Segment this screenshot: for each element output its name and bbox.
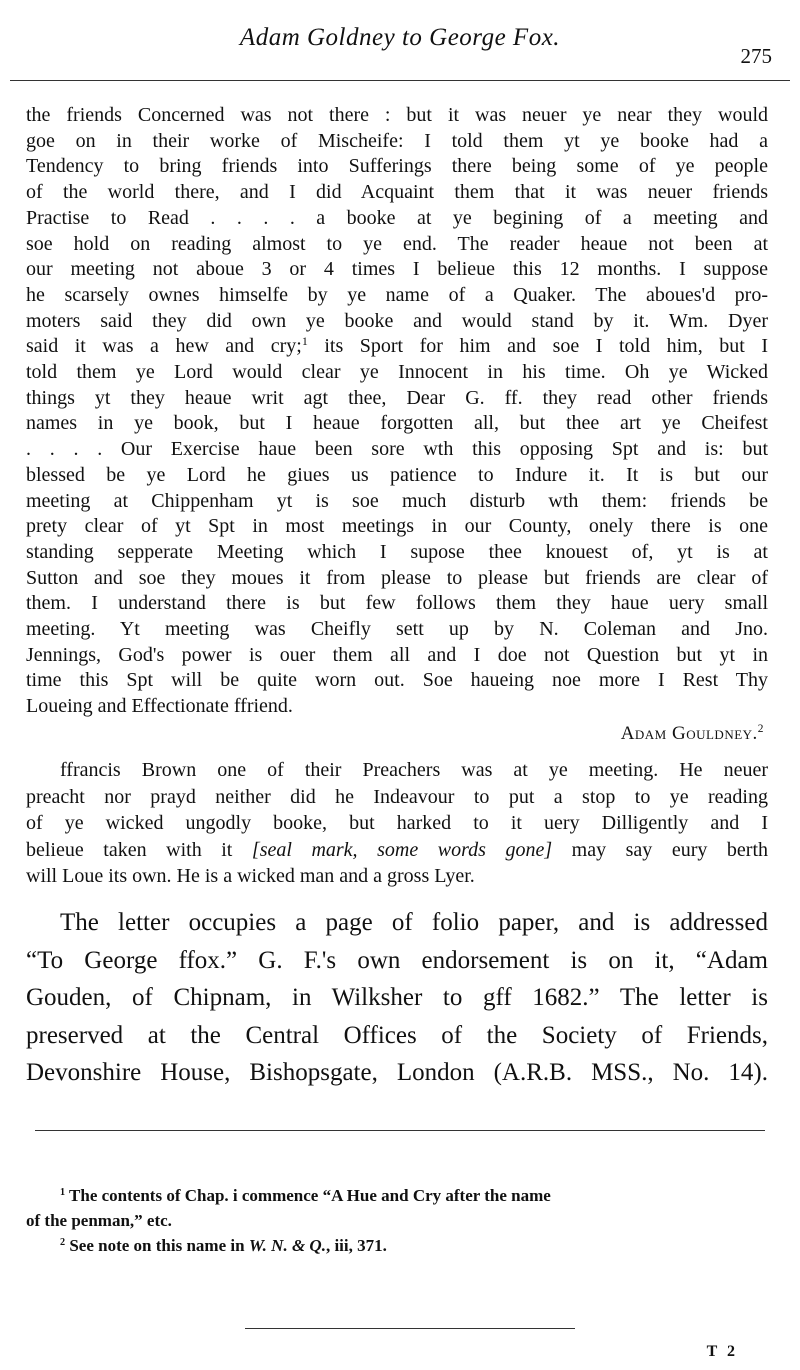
text-segment: . . . . Our Exercise haue been sore wth this opposing Spt and is: but [26, 438, 768, 461]
text-line [26, 514, 768, 540]
text-line [26, 154, 768, 180]
text-line [26, 942, 768, 980]
signature [621, 723, 764, 745]
text-line [26, 591, 768, 617]
text-line [26, 979, 768, 1017]
text-segment: belieue taken with it [26, 838, 252, 861]
text-segment: blessed be ye Lord he giues us patience to Indure it. It is but our [26, 463, 768, 486]
text-segment: “To George ffox.” G. F.'s own endorsement is on it, “Adam [26, 946, 768, 974]
text-segment: of the world there, and I did Acquaint them that it was neuer friends [26, 181, 768, 204]
text-line [26, 668, 768, 694]
text-segment: moters said they did own ye booke and would stand by it. Wm. Dyer [26, 309, 768, 332]
text-segment: Jennings, God's power is ouer them all and I doe not Question but yt in [26, 643, 768, 666]
text-segment: them. I understand there is but few follows them they haue uery small [26, 592, 768, 615]
running-head: Adam Goldney to George Fox. [239, 24, 561, 51]
footnote-rule [35, 1130, 765, 1131]
text-segment: Tendency to bring friends into Sufferings there being some of ye people [26, 155, 768, 178]
text-segment: ffrancis Brown one of their Preachers was at ye meeting. He neuer [60, 759, 768, 781]
text-line [26, 411, 768, 437]
text-line [26, 180, 768, 206]
text-segment: The contents of Chap. i commence “A Hue and Cry after the name [65, 1186, 551, 1205]
text-segment: will Loue its own. He is a wicked man and a gross Lyer. [26, 865, 475, 887]
text-segment: Practise to Read . . . . a booke at ye begining of a meeting and [26, 206, 768, 229]
commentary-text [26, 904, 768, 1092]
text-segment: soe hold on reading almost to ye end. The reader heaue not been at [26, 232, 768, 255]
header-rule [10, 80, 790, 81]
text-line [26, 540, 768, 566]
text-segment: Sutton and soe they moues it from please to please but friends are clear of [26, 566, 768, 589]
text-line [26, 617, 768, 643]
text-segment: names in ye book, but I heaue forgotten all, but thee art ye Cheifest [26, 412, 768, 435]
text-line [26, 1208, 768, 1233]
text-line [26, 103, 768, 129]
footnote-ref: 2 [60, 1236, 66, 1248]
text-line [26, 463, 768, 489]
text-line [26, 206, 768, 232]
text-segment: goe on in their worke of Mischeife: I told them yt ye booke had a [26, 129, 768, 152]
text-line [26, 863, 768, 890]
postscript-text [26, 757, 768, 890]
text-line [26, 694, 768, 720]
text-segment: things yt they heaue writ agt thee, Dear G. ff. they read other friends [26, 386, 768, 409]
text-line [26, 643, 768, 669]
text-line [26, 904, 768, 942]
text-segment: he scarsely ownes himselfe by ye name of a Quaker. The aboues'd pro- [26, 283, 768, 306]
text-segment: preserved at the Central Offices of the Society of Friends, [26, 1021, 768, 1049]
text-line [26, 386, 768, 412]
footnote-ref: 2 [757, 723, 764, 736]
text-line [26, 283, 768, 309]
text-segment: The letter occupies a page of folio paper, and is addressed [60, 909, 768, 936]
text-line [26, 232, 768, 258]
text-line [26, 360, 768, 386]
text-segment: told them ye Lord would clear ye Innocent in his time. Oh ye Wicked [26, 361, 768, 384]
text-segment: W. N. & Q. [248, 1236, 326, 1255]
bottom-rule [245, 1328, 575, 1329]
text-line [26, 334, 768, 360]
text-line [26, 1054, 768, 1092]
text-segment: may say eury berth [552, 838, 769, 861]
text-line [26, 489, 768, 515]
text-segment: our meeting not aboue 3 or 4 times I belieue this 12 months. I suppose [26, 258, 768, 281]
text-line [26, 1233, 768, 1258]
text-segment: [seal mark, some words gone] [251, 838, 553, 861]
text-line [26, 810, 768, 837]
text-line [26, 1183, 768, 1208]
text-line [26, 309, 768, 335]
text-segment: said it was a hew and cry; [26, 335, 302, 358]
text-segment: See note on this name in [65, 1236, 249, 1255]
text-segment: preacht nor prayd neither did he Indeavour to put a stop to ye reading [26, 785, 768, 808]
text-line [26, 566, 768, 592]
text-line [26, 757, 768, 784]
text-line [26, 257, 768, 283]
text-segment: its Sport for him and soe I told him, but I [307, 335, 768, 358]
text-line [26, 784, 768, 811]
text-segment: of the penman,” etc. [26, 1211, 172, 1230]
text-line [26, 437, 768, 463]
text-line [26, 837, 768, 864]
page-number: 275 [740, 44, 772, 68]
text-segment: Devonshire House, Bishopsgate, London (A.R.B. MSS., No. 14). [26, 1059, 768, 1086]
footnotes [26, 1183, 768, 1258]
text-segment: time this Spt will be quite worn out. Soe haueing noe more I Rest Thy [26, 669, 768, 692]
text-segment: Gouden, of Chipnam, in Wilksher to gff 1682.” The letter is [26, 984, 768, 1011]
text-segment: prety clear of yt Spt in most meetings in our County, onely there is one [26, 515, 768, 538]
text-line [26, 129, 768, 155]
text-segment: the friends Concerned was not there : but it was neuer ye near they would [26, 104, 768, 126]
letter-text [26, 103, 768, 720]
footnote-ref: 1 [60, 1186, 66, 1198]
signature-name: Adam Gouldney. [620, 723, 758, 744]
footnote-ref: 1 [301, 334, 308, 349]
text-segment: , iii, 371. [325, 1236, 387, 1255]
text-segment: meeting at Chippenham yt is soe much disturb wth them: friends be [26, 489, 768, 512]
text-segment: meeting. Yt meeting was Cheifly sett up by N. Coleman and Jno. [26, 618, 768, 641]
text-segment: of ye wicked ungodly booke, but harked to it uery Dilligently and I [26, 812, 768, 834]
text-segment: standing sepperate Meeting which I supose thee knouest of, yt is at [26, 540, 768, 563]
text-segment: Loueing and Effectionate ffriend. [26, 695, 293, 718]
text-line [26, 1017, 768, 1055]
signature-mark: T 2 [706, 1343, 738, 1360]
